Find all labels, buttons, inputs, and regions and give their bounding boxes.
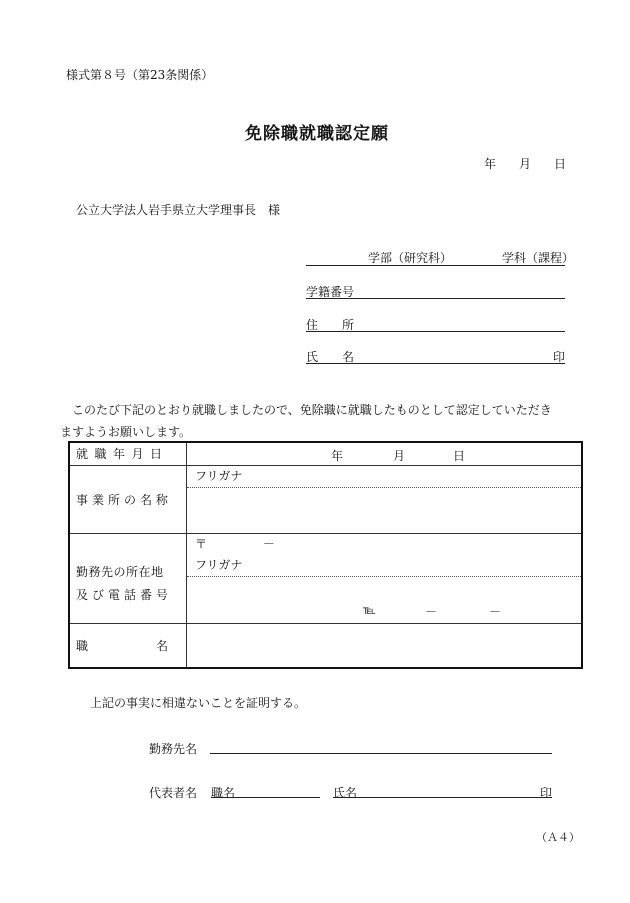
emp-month: 月 xyxy=(393,449,406,464)
employer-name-field[interactable] xyxy=(187,465,583,533)
applicant-seal: 印 xyxy=(553,350,566,364)
name-label: 氏 名 xyxy=(306,350,355,364)
form-number: 様式第８号（第23条関係） xyxy=(66,68,214,82)
name-line[interactable] xyxy=(306,363,565,364)
page-title: 免除職就職認定願 xyxy=(245,124,389,144)
date-year: 年 xyxy=(484,157,497,171)
position-label: 職 名 xyxy=(69,623,187,668)
employment-date-field[interactable] xyxy=(187,442,583,465)
date-header xyxy=(484,155,566,172)
date-month: 月 xyxy=(518,157,531,171)
rep-name-label: 氏名 xyxy=(333,786,358,800)
address-label: 住 所 xyxy=(306,318,355,332)
tel-mark: ℡ xyxy=(363,602,376,617)
body-text-1: このたび下記のとおり就職しましたので、免除職に就職したものとして認定していただき xyxy=(60,403,552,417)
emp-day: 日 xyxy=(453,449,466,464)
rep-title-label: 職名 xyxy=(211,786,236,800)
employer-furigana: フリガナ xyxy=(195,468,243,483)
addressee: 公立大学法人岩手県立大学理事長 様 xyxy=(76,203,281,217)
tel-dash-2: － xyxy=(489,604,502,619)
rep-title-line[interactable] xyxy=(211,797,320,798)
student-no-line[interactable] xyxy=(306,298,565,299)
employment-table xyxy=(68,441,583,669)
department-label: 学科（課程） xyxy=(502,251,575,265)
student-no-label: 学籍番号 xyxy=(306,285,355,299)
faculty-line[interactable] xyxy=(306,265,565,266)
employment-date-label: 就 職 年 月 日 xyxy=(69,442,187,465)
row-employer-name xyxy=(69,465,582,533)
postal-dash: － xyxy=(262,536,275,551)
paper-size: （Ａ４） xyxy=(536,831,580,844)
emp-year: 年 xyxy=(331,449,344,464)
row-employment-date xyxy=(69,442,582,465)
date-day: 日 xyxy=(553,157,566,171)
position-field[interactable] xyxy=(187,623,583,668)
employer-name-label: 事 業 所 の 名 称 xyxy=(69,465,187,533)
location-label: 勤務先の所在地 及 び 電 話 番 号 xyxy=(69,533,187,623)
workplace-line[interactable] xyxy=(210,753,552,754)
representative-label: 代表者名 xyxy=(149,786,198,800)
location-furigana: フリガナ xyxy=(195,557,243,572)
rep-name-line[interactable] xyxy=(333,797,552,798)
workplace-label: 勤務先名 xyxy=(149,742,198,756)
body-text-2: ますようお願いします。 xyxy=(60,425,192,439)
faculty-label: 学部（研究科） xyxy=(368,251,453,265)
tel-dash-1: － xyxy=(425,604,438,619)
row-position xyxy=(69,623,582,668)
row-location xyxy=(69,533,582,623)
location-field[interactable] xyxy=(187,533,583,623)
address-line[interactable] xyxy=(306,331,565,332)
certify-text: 上記の事実に相違ないことを証明する。 xyxy=(90,696,307,710)
postal-mark: 〒 xyxy=(195,536,208,551)
rep-seal: 印 xyxy=(540,786,553,800)
